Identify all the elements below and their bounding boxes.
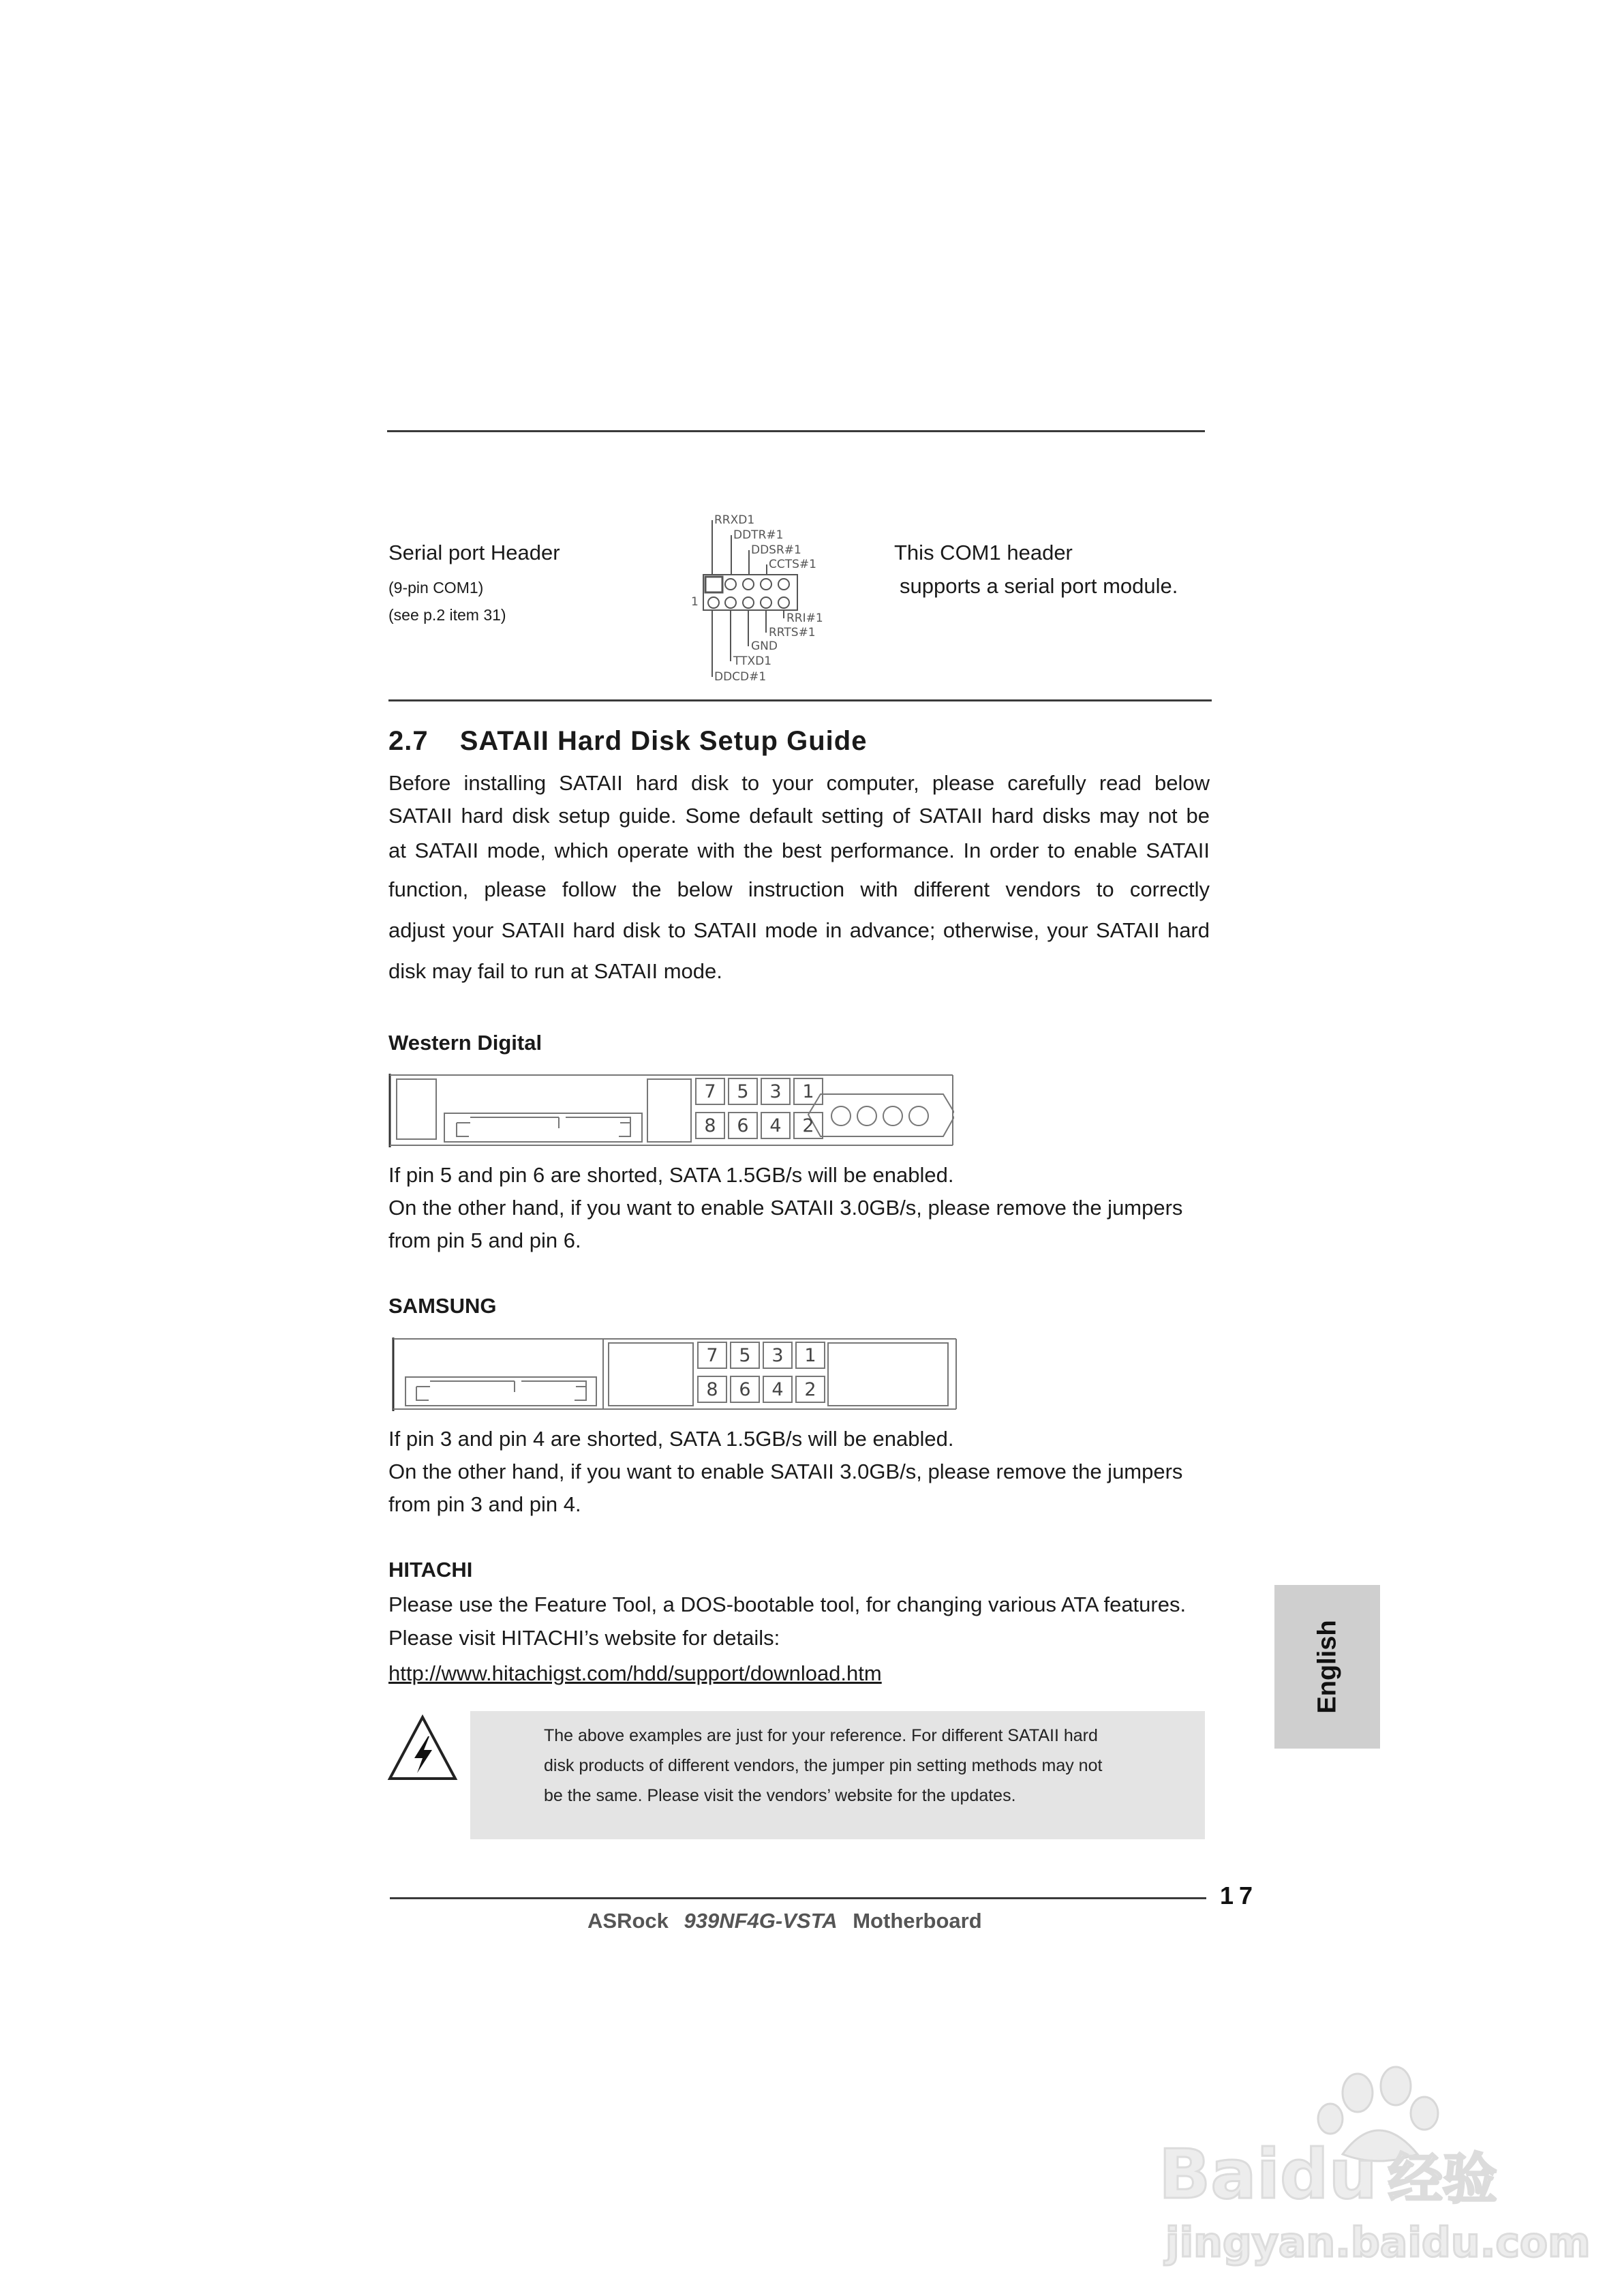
com1-pin-ddsr1: DDSR#1 (751, 543, 801, 557)
com1-pin-ccts1: CCTS#1 (769, 558, 816, 571)
samsung-pin-1: 1 (795, 1342, 825, 1369)
section-title: SATAII Hard Disk Setup Guide (459, 726, 868, 756)
wd-pin-6: 6 (728, 1112, 758, 1139)
com1-pin-rrts1: RRTS#1 (769, 626, 816, 639)
com1-pin-ttxd1: TTXD1 (733, 654, 772, 668)
intro-line-3: at SATAII mode, which operate with the best performance. In order to enable SATAII (388, 839, 1210, 862)
wd-pin-7: 7 (695, 1078, 725, 1105)
com1-connector-drawing (682, 515, 886, 685)
wd-line-2: On the other hand, if you want to enable SATAII 3.0GB/s, please remove the jumpers (388, 1196, 1183, 1220)
samsung-line-1: If pin 3 and pin 4 are shorted, SATA 1.5GB/s will be enabled. (388, 1427, 954, 1451)
com1-pin-one-marker: 1 (691, 595, 699, 609)
com1-pin-gnd: GND (751, 639, 778, 653)
intro-line-2: SATAII hard disk setup guide. Some default setting of SATAII hard disks may not be (388, 804, 1210, 828)
samsung-pin-4: 4 (763, 1376, 793, 1403)
hitachi-title: HITACHI (388, 1558, 473, 1582)
note-box (470, 1711, 1205, 1839)
samsung-connector-drawing (392, 1338, 958, 1411)
intro-line-1: Before installing SATAII hard disk to your computer, please carefully read below (388, 771, 1210, 795)
serial-pin-info: (9-pin COM1) (388, 579, 484, 596)
top-rule (387, 430, 1205, 432)
language-tab (1274, 1585, 1380, 1749)
samsung-pin-8: 8 (697, 1376, 727, 1403)
footer-suffix: Motherboard (853, 1909, 982, 1933)
intro-line-4: function, please follow the below instruction with different vendors to correctly (388, 877, 1210, 901)
samsung-pin-7: 7 (697, 1342, 727, 1369)
hitachi-line-1: Please use the Feature Tool, a DOS-bootable tool, for changing various ATA features. (388, 1592, 1187, 1616)
samsung-pin-6: 6 (730, 1376, 760, 1403)
com1-pin-rri1: RRI#1 (786, 611, 823, 625)
serial-see-ref: (see p.2 item 31) (388, 606, 506, 624)
samsung-pin-5: 5 (730, 1342, 760, 1369)
samsung-drive-diagram (392, 1338, 958, 1411)
serial-header-title: Serial port Header (388, 541, 560, 564)
watermark-url: jingyan.baidu.com (1165, 2219, 1591, 2267)
footer-brand: ASRock (587, 1909, 669, 1933)
hitachi-download-link[interactable]: http://www.hitachigst.com/hdd/support/download.htm (388, 1661, 882, 1685)
samsung-pin-3: 3 (763, 1342, 793, 1369)
hitachi-line-2: Please visit HITACHI’s website for details: (388, 1626, 780, 1650)
samsung-pin-2: 2 (795, 1376, 825, 1403)
baidu-watermark (1159, 2066, 1595, 2270)
com1-pin-ddtr1: DDTR#1 (733, 528, 784, 542)
wd-line-3: from pin 5 and pin 6. (388, 1228, 581, 1252)
watermark-logo-bai: Bai (1159, 2134, 1280, 2214)
wd-pin-8: 8 (695, 1112, 725, 1139)
samsung-title: SAMSUNG (388, 1294, 497, 1318)
wd-instructions (388, 1159, 1182, 1257)
intro-paragraph (388, 767, 1210, 992)
section-heading (388, 726, 867, 757)
page-number: 17 (1220, 1882, 1259, 1909)
footer-text (587, 1909, 982, 1933)
serial-desc-line2: supports a serial port module. (900, 574, 1178, 598)
note-line-1: The above examples are just for your reference. For different SATAII hard (544, 1726, 1098, 1745)
footer-model: 939NF4G-VSTA (684, 1909, 838, 1933)
wd-pin-4: 4 (761, 1112, 791, 1139)
warning-icon (387, 1715, 459, 1783)
wd-pin-2: 2 (793, 1112, 823, 1139)
com1-pin-ddcd1: DDCD#1 (714, 670, 767, 684)
intro-line-6: disk may fail to run at SATAII mode. (388, 959, 722, 983)
samsung-line-3: from pin 3 and pin 4. (388, 1492, 581, 1516)
note-line-3: be the same. Please visit the vendors’ website for the updates. (544, 1786, 1016, 1805)
note-line-2: disk products of different vendors, the jumper pin setting methods may not (544, 1756, 1103, 1775)
wd-pin-3: 3 (761, 1078, 791, 1105)
wd-line-1: If pin 5 and pin 6 are shorted, SATA 1.5GB/s will be enabled. (388, 1163, 954, 1187)
section-number: 2.7 (388, 726, 429, 756)
com1-pin-rrxd1: RRXD1 (714, 513, 755, 527)
wd-drive-diagram (388, 1074, 954, 1147)
footer-rule (390, 1897, 1206, 1899)
wd-title: Western Digital (388, 1031, 542, 1055)
watermark-logo-du: du (1279, 2134, 1377, 2214)
samsung-instructions (388, 1423, 1182, 1521)
section-rule (388, 699, 1212, 701)
watermark-logo (1159, 2134, 1497, 2217)
language-tab-label: English (1313, 1620, 1341, 1714)
intro-line-5: adjust your SATAII hard disk to SATAII mode in advance; otherwise, your SATAII hard (388, 918, 1210, 942)
wd-pin-1: 1 (793, 1078, 823, 1105)
watermark-logo-jingyan: 经验 (1388, 2147, 1497, 2211)
wd-pin-5: 5 (728, 1078, 758, 1105)
hitachi-instructions (388, 1588, 1186, 1692)
com1-pin-diagram (682, 515, 886, 685)
wd-connector-drawing (388, 1074, 954, 1147)
samsung-line-2: On the other hand, if you want to enable SATAII 3.0GB/s, please remove the jumpers (388, 1460, 1183, 1483)
serial-desc-line1: This COM1 header (894, 541, 1073, 564)
